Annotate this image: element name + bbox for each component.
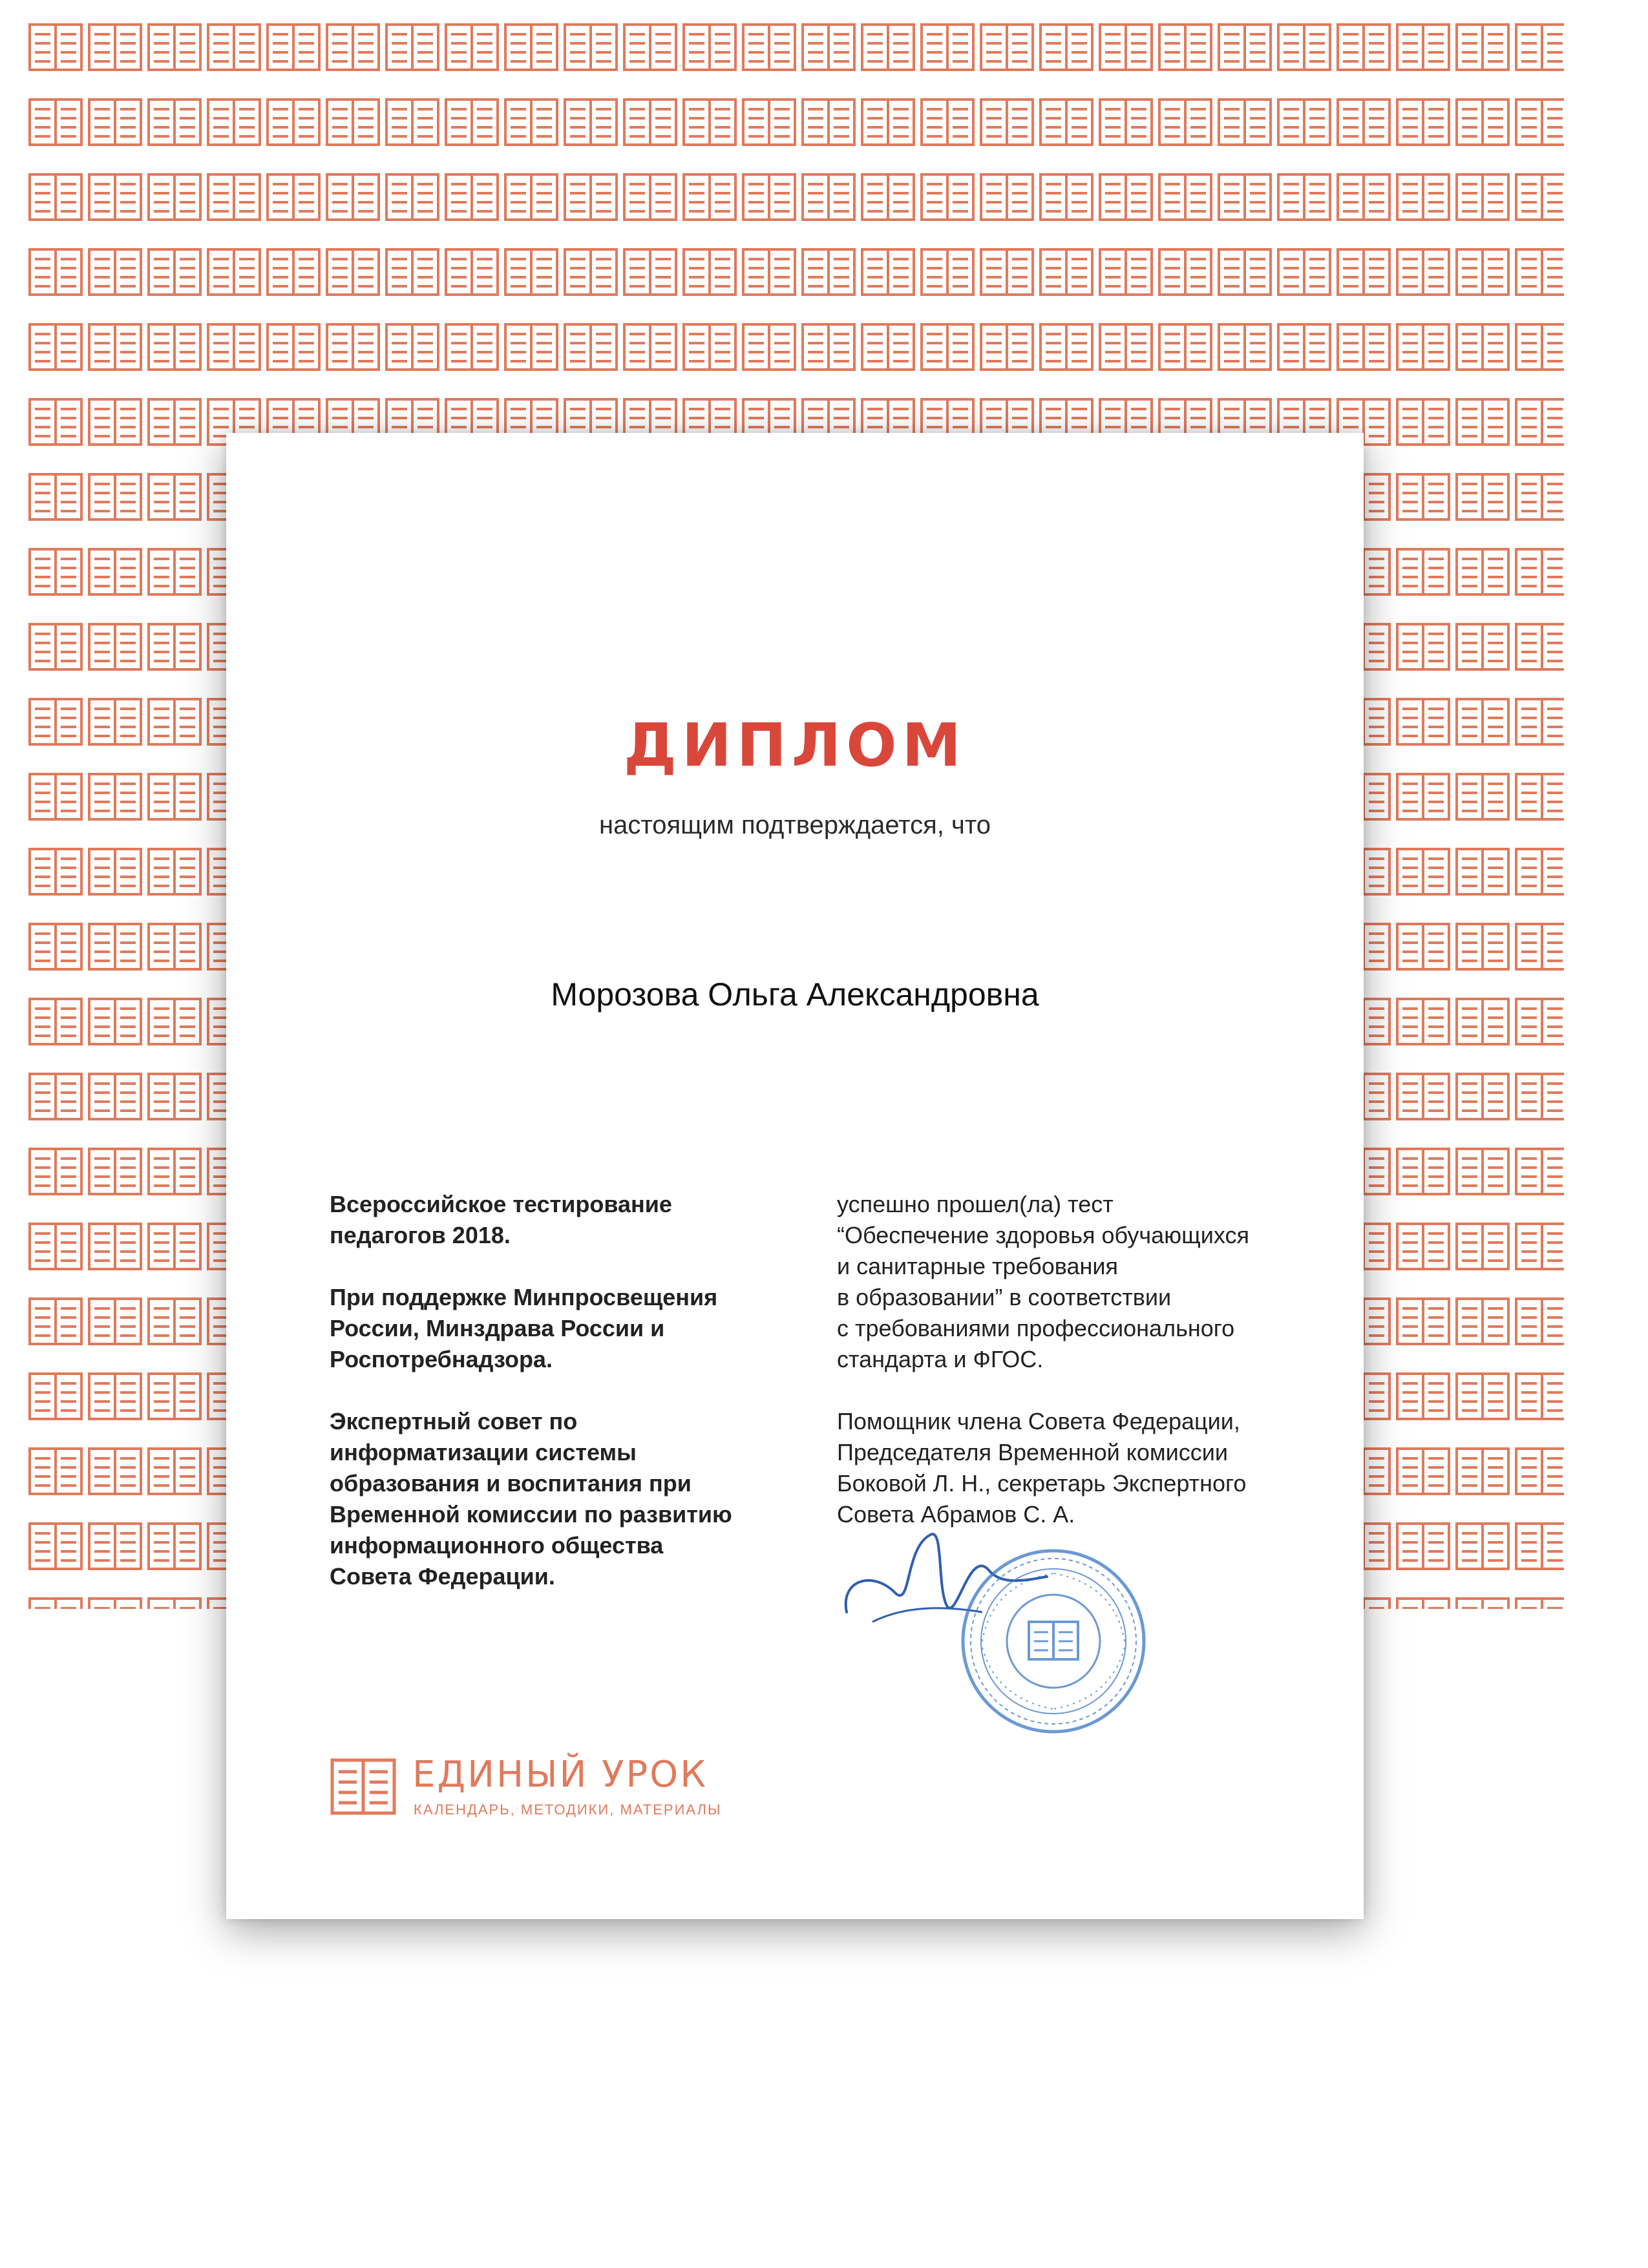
certificate-title: ДИПЛОМ	[623, 711, 967, 780]
text-line: При поддержке Минпросвещения	[330, 1284, 718, 1310]
test-result-text	[837, 1189, 1315, 1561]
text-line: информатизации системы	[330, 1439, 637, 1465]
seal-stamp-icon	[956, 1544, 1150, 1738]
text-line: Помощник члена Совета Федерации,	[837, 1408, 1240, 1434]
brand-tagline: КАЛЕНДАРЬ, МЕТОДИКИ, МАТЕРИАЛЫ	[414, 1801, 722, 1818]
organizer-paragraph	[330, 1282, 821, 1375]
brand-logo	[330, 1754, 847, 1842]
text-line: “Обеспечение здоровья обучающихся	[837, 1222, 1249, 1248]
organizers-text	[330, 1189, 821, 1623]
certificate-subtitle: настоящим подтверждается, что	[599, 811, 991, 839]
text-line: Всероссийское тестирование	[330, 1191, 672, 1217]
text-line: с требованиями профессионального	[837, 1315, 1235, 1341]
text-line: Временной комиссии по развитию	[330, 1501, 732, 1528]
organizer-paragraph	[330, 1406, 821, 1592]
text-line: Совета Абрамов С. А.	[837, 1501, 1075, 1528]
text-line: Экспертный совет по	[330, 1408, 578, 1434]
text-line: Председателя Временной комиссии	[837, 1439, 1228, 1465]
text-line: и санитарные требования	[837, 1253, 1119, 1279]
text-line: педагогов 2018.	[330, 1222, 511, 1248]
text-line: Совета Федерации.	[330, 1563, 555, 1590]
text-line: стандарта и ФГОС.	[837, 1346, 1044, 1372]
text-line: Роспотребнадзора.	[330, 1346, 553, 1372]
text-line: Боковой Л. Н., секретарь Экспертного	[837, 1470, 1247, 1496]
organizer-paragraph	[330, 1189, 821, 1251]
text-line: образования и воспитания при	[330, 1470, 692, 1496]
brand-name: ЕДИНЫЙ УРОК	[412, 1754, 708, 1796]
text-line: успешно прошел(ла) тест	[837, 1191, 1114, 1217]
result-paragraph	[837, 1189, 1315, 1375]
text-line: России, Минздрава России и	[330, 1315, 665, 1341]
open-book-icon	[330, 1758, 397, 1816]
certificate-sheet	[226, 433, 1364, 1919]
text-line: в образовании” в соответствии	[837, 1284, 1172, 1310]
recipient-name: Морозова Ольга Александровна	[551, 976, 1039, 1013]
text-line: информационного общества	[330, 1532, 664, 1559]
